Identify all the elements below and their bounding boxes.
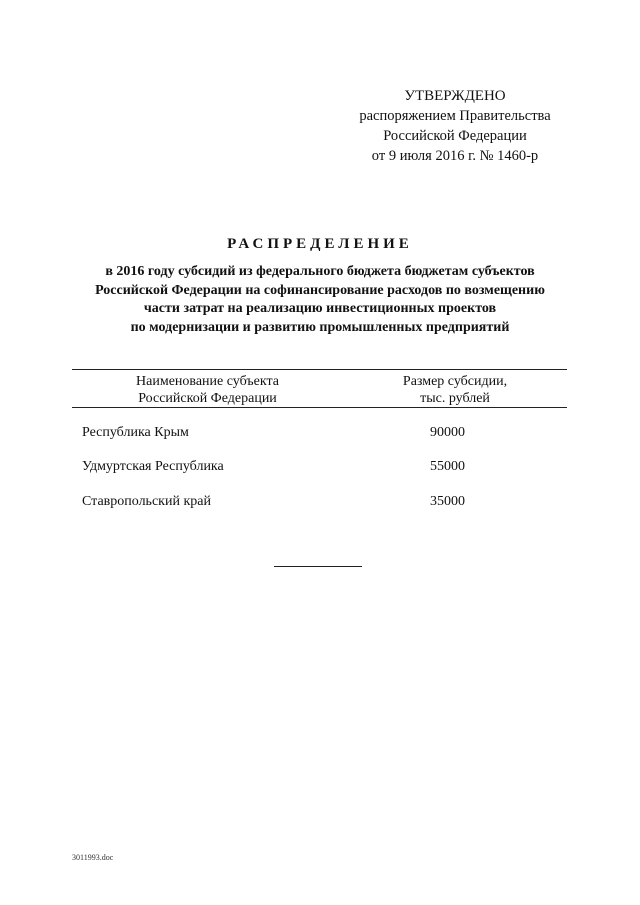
document-subtitle [60,263,580,337]
table-row [82,459,562,479]
row-region: Республика Крым [82,425,189,440]
column-header-region-line-1: Наименование субъекта [136,374,279,389]
approval-line-2: Российской Федерации [383,128,527,144]
row-amount: 90000 [430,425,465,440]
column-header-amount-line-2: тыс. рублей [420,391,490,406]
subtitle-line-1: в 2016 году субсидий из федерального бюджета бюджетам субъектов [105,264,535,279]
subtitle-line-4: по модернизации и развитию промышленных предприятий [130,319,510,335]
footer-filename: 3011993.doc [72,853,114,862]
end-of-document-rule [274,566,362,567]
table-top-rule [72,369,567,370]
column-header-amount-line-1: Размер субсидии, [402,374,508,389]
subtitle-line-2: Российской Федерации на софинансирование расходов по возмещению [95,282,545,298]
approval-line-1: распоряжением Правительства [359,108,551,124]
column-header-amount [360,373,550,407]
row-amount: 55000 [430,459,465,474]
row-region: Удмуртская Республика [82,459,224,474]
approval-stamp [340,86,570,166]
row-amount: 35000 [430,494,465,509]
row-region: Ставропольский край [82,494,211,509]
subtitle-line-3: части затрат на реализацию инвестиционных проектов [143,301,497,316]
document-title: РАСПРЕДЕЛЕНИЕ [227,236,413,252]
table-row [82,494,562,514]
column-header-region-line-2: Российской Федерации [138,391,277,406]
column-header-region [100,373,315,407]
approval-heading: УТВЕРЖДЕНО [404,88,506,104]
table-header-bottom-rule [72,407,567,408]
table-row [82,425,562,445]
approval-line-3: от 9 июля 2016 г. № 1460-р [371,148,539,164]
